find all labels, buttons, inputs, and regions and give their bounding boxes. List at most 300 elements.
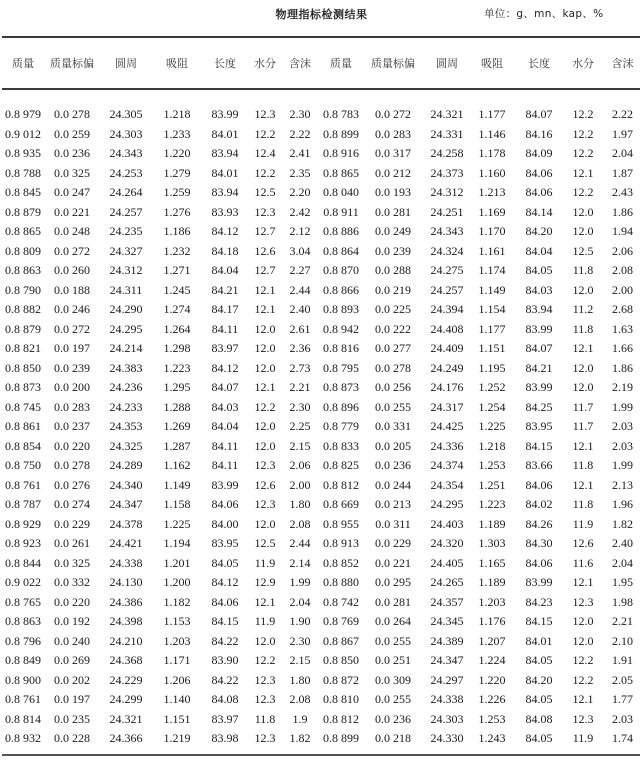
table-cell: 12.3 xyxy=(254,107,276,122)
table-cell: 2.43 xyxy=(612,185,633,200)
table-cell: 1.232 xyxy=(163,243,191,258)
table-cell: 0.0 249 xyxy=(375,224,411,239)
table-cell: 0.0 236 xyxy=(375,711,411,726)
table-row xyxy=(0,183,643,203)
table-cell: 0.8 812 xyxy=(323,711,359,726)
table-cell: 84.05 xyxy=(525,731,553,746)
table-cell: 0.0 229 xyxy=(375,536,411,551)
table-cell: 24.354 xyxy=(430,477,464,492)
table-cell: 1.218 xyxy=(163,107,191,122)
table-cell: 12.5 xyxy=(572,243,594,258)
table-cell: 0.8 899 xyxy=(323,126,359,141)
table-row xyxy=(0,359,643,379)
table-cell: 0.0 283 xyxy=(54,399,90,414)
table-row xyxy=(0,300,643,320)
table-cell: 2.40 xyxy=(289,302,311,317)
table-cell: 24.317 xyxy=(430,399,464,414)
table-cell: 0.8 872 xyxy=(323,672,359,687)
table-cell: 12.3 xyxy=(572,711,594,726)
table-cell: 24.425 xyxy=(430,419,464,434)
table-cell: 0.0 278 xyxy=(54,107,90,122)
table-cell: 0.0 256 xyxy=(375,380,411,395)
table-cell: 0.8 864 xyxy=(323,243,359,258)
table-cell: 2.04 xyxy=(612,146,633,161)
table-cell: 0.0 261 xyxy=(54,536,90,551)
table-cell: 24.321 xyxy=(109,711,143,726)
table-title: 物理指标检测结果 xyxy=(275,8,368,21)
table-row xyxy=(0,710,643,730)
table-cell: 0.8 788 xyxy=(5,165,41,180)
table-cell: 0.0 197 xyxy=(54,341,90,356)
table-cell: 1.206 xyxy=(163,672,191,687)
table-cell: 0.8 810 xyxy=(323,692,359,707)
table-cell: 84.11 xyxy=(211,438,239,453)
table-cell: 84.06 xyxy=(525,185,553,200)
data-table xyxy=(0,105,643,749)
table-cell: 1.94 xyxy=(612,224,633,239)
table-cell: 24.214 xyxy=(109,341,143,356)
table-cell: 84.03 xyxy=(525,282,553,297)
column-header: 圆周 xyxy=(115,57,137,70)
table-cell: 24.409 xyxy=(430,341,464,356)
table-cell: 0.0 236 xyxy=(54,146,90,161)
table-cell: 1.201 xyxy=(163,555,191,570)
table-cell: 84.06 xyxy=(525,477,553,492)
table-cell: 1.95 xyxy=(612,575,633,590)
table-cell: 3.04 xyxy=(289,243,311,258)
table-cell: 12.2 xyxy=(572,672,594,687)
table-cell: 12.1 xyxy=(254,302,276,317)
table-cell: 24.257 xyxy=(109,204,143,219)
table-cell: 24.330 xyxy=(430,731,464,746)
table-cell: 0.8 796 xyxy=(5,633,41,648)
table-cell: 2.21 xyxy=(612,614,633,629)
table-cell: 84.05 xyxy=(211,555,239,570)
table-cell: 0.8 854 xyxy=(5,438,41,453)
table-cell: 24.249 xyxy=(430,360,464,375)
table-cell: 24.343 xyxy=(109,146,143,161)
table-cell: 1.243 xyxy=(478,731,506,746)
table-cell: 1.274 xyxy=(163,302,191,317)
table-cell: 24.327 xyxy=(109,243,143,258)
table-cell: 12.0 xyxy=(254,341,276,356)
table-row xyxy=(0,534,643,554)
table-cell: 1.158 xyxy=(163,497,191,512)
table-cell: 1.218 xyxy=(478,438,506,453)
table-cell: 12.2 xyxy=(572,185,594,200)
table-cell: 2.44 xyxy=(289,536,311,551)
table-cell: 24.275 xyxy=(430,263,464,278)
table-row xyxy=(0,456,643,476)
table-cell: 0.8 790 xyxy=(5,282,41,297)
table-cell: 11.7 xyxy=(572,419,594,434)
table-cell: 11.8 xyxy=(572,263,594,278)
table-row xyxy=(0,593,643,613)
table-cell: 12.3 xyxy=(254,672,276,687)
table-cell: 24.389 xyxy=(430,633,464,648)
table-cell: 24.229 xyxy=(109,672,143,687)
table-cell: 1.154 xyxy=(478,302,506,317)
table-cell: 1.233 xyxy=(163,126,191,141)
table-cell: 1.276 xyxy=(163,204,191,219)
table-cell: 1.86 xyxy=(612,204,633,219)
table-cell: 0.0 283 xyxy=(375,126,411,141)
table-cell: 83.66 xyxy=(525,458,553,473)
table-cell: 1.90 xyxy=(289,614,311,629)
table-cell: 0.8 809 xyxy=(5,243,41,258)
table-cell: 2.15 xyxy=(289,438,311,453)
table-cell: 2.15 xyxy=(289,653,311,668)
table-cell: 24.383 xyxy=(109,360,143,375)
table-row xyxy=(0,125,643,145)
table-cell: 12.2 xyxy=(254,399,276,414)
table-cell: 0.8 745 xyxy=(5,399,41,414)
table-cell: 0.8 833 xyxy=(323,438,359,453)
table-cell: 0.8 750 xyxy=(5,458,41,473)
table-cell: 24.253 xyxy=(109,165,143,180)
table-cell: 12.1 xyxy=(572,165,594,180)
table-cell: 11.8 xyxy=(572,458,594,473)
table-cell: 0.0 278 xyxy=(54,458,90,473)
table-cell: 0.8 893 xyxy=(323,302,359,317)
table-cell: 11.2 xyxy=(572,302,594,317)
table-row xyxy=(0,417,643,437)
table-cell: 0.0 288 xyxy=(375,263,411,278)
table-cell: 84.06 xyxy=(525,165,553,180)
table-cell: 1.252 xyxy=(478,380,506,395)
table-cell: 1.66 xyxy=(612,341,633,356)
table-row xyxy=(0,339,643,359)
table-cell: 84.15 xyxy=(211,614,239,629)
table-cell: 24.320 xyxy=(430,536,464,551)
table-cell: 24.340 xyxy=(109,477,143,492)
top-rule xyxy=(2,36,640,38)
table-cell: 84.15 xyxy=(525,438,553,453)
table-cell: 24.299 xyxy=(109,692,143,707)
table-cell: 1.97 xyxy=(612,126,633,141)
table-cell: 2.41 xyxy=(289,146,311,161)
table-cell: 1.223 xyxy=(163,360,191,375)
table-cell: 24.303 xyxy=(109,126,143,141)
table-cell: 24.347 xyxy=(109,497,143,512)
table-cell: 12.3 xyxy=(254,204,276,219)
table-cell: 1.96 xyxy=(612,497,633,512)
table-row xyxy=(0,651,643,671)
table-cell: 84.15 xyxy=(525,614,553,629)
table-cell: 24.297 xyxy=(430,672,464,687)
table-cell: 2.27 xyxy=(289,263,311,278)
table-cell: 84.21 xyxy=(211,282,239,297)
table-cell: 83.90 xyxy=(211,653,239,668)
table-cell: 0.0 221 xyxy=(54,204,90,219)
table-cell: 0.8 913 xyxy=(323,536,359,551)
table-cell: 83.99 xyxy=(211,477,239,492)
table-cell: 1.151 xyxy=(163,711,191,726)
table-cell: 0.8 880 xyxy=(323,575,359,590)
table-cell: 1.174 xyxy=(478,263,506,278)
table-cell: 0.8 865 xyxy=(5,224,41,239)
table-cell: 0.8 861 xyxy=(5,419,41,434)
table-cell: 84.17 xyxy=(211,302,239,317)
table-cell: 1.203 xyxy=(163,633,191,648)
table-cell: 0.0 193 xyxy=(375,185,411,200)
table-cell: 84.12 xyxy=(211,224,239,239)
table-cell: 2.61 xyxy=(289,321,311,336)
table-cell: 12.2 xyxy=(254,165,276,180)
table-cell: 84.08 xyxy=(211,692,239,707)
table-cell: 1.279 xyxy=(163,165,191,180)
table-cell: 1.63 xyxy=(612,321,633,336)
table-cell: 12.5 xyxy=(254,185,276,200)
column-header: 吸阻 xyxy=(166,57,188,70)
table-cell: 1.161 xyxy=(478,243,506,258)
table-row xyxy=(0,281,643,301)
table-body xyxy=(0,105,643,749)
header-rule xyxy=(2,88,640,90)
table-cell: 12.2 xyxy=(254,653,276,668)
table-cell: 12.3 xyxy=(254,731,276,746)
table-row xyxy=(0,261,643,281)
table-cell: 12.2 xyxy=(572,107,594,122)
table-cell: 11.8 xyxy=(572,321,594,336)
table-cell: 1.207 xyxy=(478,633,506,648)
table-cell: 12.2 xyxy=(572,126,594,141)
table-cell: 1.162 xyxy=(163,458,191,473)
table-cell: 84.25 xyxy=(525,399,553,414)
table-cell: 83.94 xyxy=(211,146,239,161)
table-cell: 1.295 xyxy=(163,380,191,395)
table-cell: 0.8 761 xyxy=(5,692,41,707)
table-cell: 24.338 xyxy=(109,555,143,570)
table-cell: 83.99 xyxy=(211,107,239,122)
table-cell: 2.00 xyxy=(612,282,633,297)
table-cell: 0.0 202 xyxy=(54,672,90,687)
table-cell: 0.8 821 xyxy=(5,341,41,356)
table-cell: 1.177 xyxy=(478,321,506,336)
table-row xyxy=(0,222,643,242)
column-header: 长度 xyxy=(214,57,236,70)
table-row xyxy=(0,164,643,184)
table-cell: 84.22 xyxy=(211,633,239,648)
table-cell: 84.04 xyxy=(525,243,553,258)
table-cell: 0.8 863 xyxy=(5,263,41,278)
table-cell: 84.21 xyxy=(525,360,553,375)
table-cell: 1.203 xyxy=(478,594,506,609)
table-cell: 24.421 xyxy=(109,536,143,551)
table-cell: 1.160 xyxy=(478,165,506,180)
table-cell: 0.8 867 xyxy=(323,633,359,648)
table-cell: 2.36 xyxy=(289,341,311,356)
table-cell: 1.170 xyxy=(478,224,506,239)
table-cell: 0.8 979 xyxy=(5,107,41,122)
table-cell: 24.295 xyxy=(430,497,464,512)
table-cell: 0.0 247 xyxy=(54,185,90,200)
table-cell: 24.176 xyxy=(430,380,464,395)
table-cell: 12.0 xyxy=(572,380,594,395)
table-cell: 0.8 942 xyxy=(323,321,359,336)
table-cell: 1.219 xyxy=(163,731,191,746)
table-cell: 0.8 955 xyxy=(323,516,359,531)
table-cell: 24.257 xyxy=(430,282,464,297)
table-cell: 84.06 xyxy=(211,594,239,609)
table-cell: 1.178 xyxy=(478,146,506,161)
table-cell: 2.03 xyxy=(612,711,633,726)
table-cell: 1.245 xyxy=(163,282,191,297)
table-cell: 84.04 xyxy=(211,263,239,278)
table-cell: 24.265 xyxy=(430,575,464,590)
table-cell: 0.8 769 xyxy=(323,614,359,629)
table-cell: 1.98 xyxy=(612,594,633,609)
table-cell: 0.0 225 xyxy=(375,302,411,317)
table-cell: 0.8 816 xyxy=(323,341,359,356)
column-header: 吸阻 xyxy=(481,57,503,70)
table-cell: 84.07 xyxy=(525,107,553,122)
table-cell: 0.0 239 xyxy=(54,360,90,375)
table-cell: 2.68 xyxy=(612,302,633,317)
table-cell: 84.23 xyxy=(525,594,553,609)
table-cell: 0.9 022 xyxy=(5,575,41,590)
table-cell: 0.8 879 xyxy=(5,204,41,219)
table-cell: 1.99 xyxy=(612,399,633,414)
table-row xyxy=(0,612,643,632)
table-cell: 1.220 xyxy=(163,146,191,161)
table-cell: 0.8 814 xyxy=(5,711,41,726)
table-cell: 12.6 xyxy=(572,536,594,551)
table-cell: 1.77 xyxy=(612,692,633,707)
table-cell: 0.0 309 xyxy=(375,672,411,687)
table-cell: 83.99 xyxy=(525,380,553,395)
table-cell: 12.0 xyxy=(572,614,594,629)
table-cell: 84.20 xyxy=(525,672,553,687)
table-cell: 2.73 xyxy=(289,360,311,375)
table-cell: 0.8 879 xyxy=(5,321,41,336)
table-cell: 84.08 xyxy=(525,711,553,726)
table-cell: 0.0 332 xyxy=(54,575,90,590)
table-cell: 0.8 787 xyxy=(5,497,41,512)
table-cell: 24.374 xyxy=(430,458,464,473)
table-cell: 2.04 xyxy=(289,594,311,609)
table-cell: 0.0 276 xyxy=(54,477,90,492)
table-cell: 0.0 205 xyxy=(375,438,411,453)
table-cell: 1.80 xyxy=(289,497,311,512)
table-cell: 2.21 xyxy=(289,380,311,395)
table-cell: 1.9 xyxy=(292,711,308,726)
table-cell: 24.373 xyxy=(430,165,464,180)
table-cell: 84.01 xyxy=(211,165,239,180)
table-cell: 0.0 255 xyxy=(375,633,411,648)
table-cell: 1.195 xyxy=(478,360,506,375)
table-cell: 0.0 218 xyxy=(375,731,411,746)
table-cell: 24.405 xyxy=(430,555,464,570)
table-cell: 0.8 040 xyxy=(323,185,359,200)
table-cell: 24.130 xyxy=(109,575,143,590)
table-cell: 11.9 xyxy=(572,731,594,746)
table-cell: 84.01 xyxy=(525,633,553,648)
table-cell: 83.95 xyxy=(525,419,553,434)
table-cell: 1.182 xyxy=(163,594,191,609)
table-cell: 11.8 xyxy=(572,497,594,512)
table-cell: 0.0 260 xyxy=(54,263,90,278)
table-cell: 0.0 274 xyxy=(54,497,90,512)
table-cell: 12.1 xyxy=(572,575,594,590)
table-row xyxy=(0,671,643,691)
table-cell: 2.44 xyxy=(289,282,311,297)
table-cell: 12.2 xyxy=(572,146,594,161)
table-cell: 1.149 xyxy=(478,282,506,297)
table-cell: 0.0 213 xyxy=(375,497,411,512)
table-cell: 1.223 xyxy=(478,497,506,512)
unit-label: 单位：g、mn、kap、% xyxy=(484,8,604,20)
table-cell: 24.295 xyxy=(109,321,143,336)
table-cell: 0.0 244 xyxy=(375,477,411,492)
table-cell: 24.325 xyxy=(109,438,143,453)
table-row xyxy=(0,437,643,457)
table-cell: 1.80 xyxy=(289,672,311,687)
table-cell: 1.189 xyxy=(478,516,506,531)
table-cell: 0.0 325 xyxy=(54,555,90,570)
table-cell: 0.0 269 xyxy=(54,653,90,668)
table-cell: 24.303 xyxy=(430,711,464,726)
table-cell: 0.8 852 xyxy=(323,555,359,570)
table-cell: 0.8 795 xyxy=(323,360,359,375)
table-cell: 0.0 317 xyxy=(375,146,411,161)
table-cell: 0.8 850 xyxy=(323,653,359,668)
table-cell: 24.210 xyxy=(109,633,143,648)
bottom-rule xyxy=(2,754,640,756)
table-cell: 0.0 221 xyxy=(375,555,411,570)
table-cell: 84.30 xyxy=(525,536,553,551)
table-cell: 24.331 xyxy=(430,126,464,141)
table-cell: 0.8 866 xyxy=(323,282,359,297)
table-cell: 84.05 xyxy=(525,653,553,668)
table-cell: 84.03 xyxy=(211,399,239,414)
table-cell: 0.0 188 xyxy=(54,282,90,297)
table-cell: 83.97 xyxy=(211,341,239,356)
table-cell: 24.233 xyxy=(109,399,143,414)
table-cell: 1.200 xyxy=(163,575,191,590)
table-cell: 83.94 xyxy=(211,185,239,200)
table-cell: 1.225 xyxy=(478,419,506,434)
table-cell: 12.0 xyxy=(572,204,594,219)
table-cell: 11.9 xyxy=(572,516,594,531)
table-cell: 0.8 923 xyxy=(5,536,41,551)
table-cell: 12.2 xyxy=(572,653,594,668)
column-header: 含沫 xyxy=(289,57,311,70)
table-cell: 2.03 xyxy=(612,419,633,434)
table-cell: 83.95 xyxy=(211,536,239,551)
column-header: 质量标偏 xyxy=(371,57,415,70)
table-cell: 0.0 295 xyxy=(375,575,411,590)
table-row xyxy=(0,632,643,652)
table-cell: 1.189 xyxy=(478,575,506,590)
table-cell: 1.176 xyxy=(478,614,506,629)
table-cell: 1.269 xyxy=(163,419,191,434)
table-cell: 2.30 xyxy=(289,399,311,414)
table-cell: 12.3 xyxy=(254,692,276,707)
table-cell: 0.8 935 xyxy=(5,146,41,161)
table-cell: 2.08 xyxy=(289,692,311,707)
column-header: 质量标偏 xyxy=(50,57,94,70)
table-cell: 0.0 272 xyxy=(54,243,90,258)
table-cell: 1.259 xyxy=(163,185,191,200)
table-cell: 0.8 911 xyxy=(323,204,359,219)
table-cell: 11.8 xyxy=(254,711,276,726)
table-cell: 1.87 xyxy=(612,165,633,180)
table-cell: 12.1 xyxy=(572,692,594,707)
table-cell: 12.0 xyxy=(572,633,594,648)
table-cell: 0.0 235 xyxy=(54,711,90,726)
table-cell: 1.171 xyxy=(163,653,191,668)
